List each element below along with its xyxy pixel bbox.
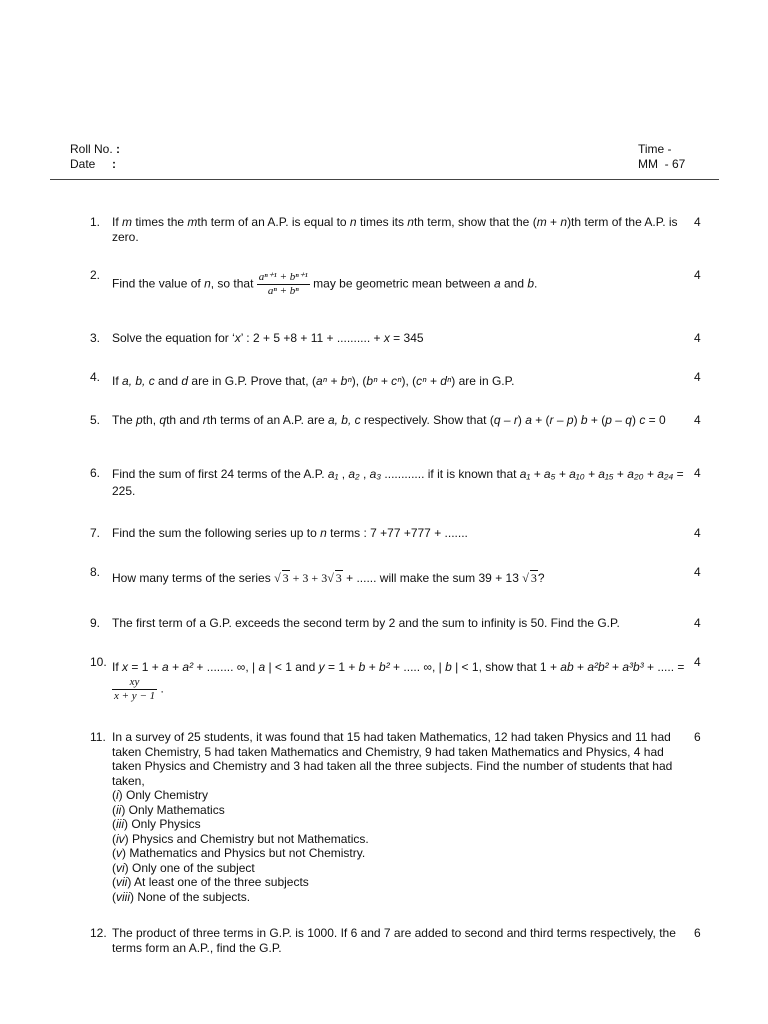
sum-radical: √ 3: [522, 571, 537, 585]
date-field: [70, 157, 120, 172]
question-marks: 4: [694, 616, 701, 630]
question-text: Solve the equation for ‘x’ : 2 + 5 +8 + 11 + .......... + x = 345: [112, 331, 424, 345]
date-label: Date: [70, 156, 96, 171]
geometric-mean-fraction: $\frac{\text{aⁿ⁺¹ + bⁿ⁺¹}}{\text{aⁿ + bⁿ}}$: [258, 271, 308, 297]
header-left: [70, 142, 120, 171]
sub-question: (v) Mathematics and Physics but not Chemistry.: [112, 846, 366, 860]
max-marks-label: MM - 67: [638, 156, 686, 171]
question-marks: 4: [694, 215, 701, 229]
question-number: 6.: [90, 466, 101, 480]
question-marks: 6: [694, 730, 701, 744]
question-number: 8.: [90, 565, 101, 579]
question-text: How many terms of the series √ 3 + 3 + 3√ 3 + ...... will make the sum 39 + 13 √ 3?: [112, 571, 545, 585]
question-marks: 4: [694, 268, 701, 282]
xy-fraction: $\frac{xy}{x + y - 1}$: [114, 676, 156, 702]
question-number: 7.: [90, 526, 101, 540]
question-number: 4.: [90, 370, 101, 384]
question-number: 2.: [90, 268, 101, 282]
roll-number-label: Roll No.: [70, 142, 113, 156]
sub-question: (i) Only Chemistry: [112, 788, 209, 802]
question-marks: 4: [694, 413, 701, 427]
question-text: If m times the mth term of an A.P. is equal to n times its nth term, show that the (m + n)th term of the A.P. is zero.: [112, 215, 678, 244]
question-number: 11.: [90, 730, 106, 744]
series-expression: √ 3 + 3 + 3√ 3: [274, 571, 342, 585]
question-text: [112, 730, 686, 904]
question-number: 1.: [90, 215, 101, 229]
question-marks: 4: [694, 526, 701, 540]
question-text: If a, b, c and d are in G.P. Prove that, (aⁿ + bⁿ), (bⁿ + cⁿ), (cⁿ + dⁿ) are in G.P.: [112, 374, 515, 388]
question-number: 9.: [90, 616, 101, 630]
question-text: If x = 1 + a + a² + ........ ∞, | a | < 1 and y = 1 + b + b² + ..... ∞, | b | < 1, show that 1 + ab + a²b² + a³b³ + ..... = $\frac{xy}{x + y - 1}$ .: [112, 660, 685, 702]
question-marks: 4: [694, 565, 701, 579]
header-right: [638, 142, 685, 171]
sub-question: (ii) Only Mathematics: [112, 802, 225, 817]
question-text: Find the sum the following series up to n terms : 7 +77 +777 + .......: [112, 526, 468, 540]
header-divider: [50, 179, 719, 180]
question-intro: In a survey of 25 students, it was found that 15 had taken Mathematics, 12 had taken Physics and 11 had taken Chemistry, 5 had taken Mathematics and Chemistry, 9 had taken Mathematics and Physics, 4 had taken Physics and Chemistry and 3 had taken all the three subjects. Find the number of students that had taken,: [112, 730, 673, 788]
question-number: 12.: [90, 926, 107, 940]
question-marks: 6: [694, 926, 701, 940]
sub-question-list: [112, 788, 686, 904]
question-text: Find the value of n, so that $\frac{\text{aⁿ⁺¹ + bⁿ⁺¹}}{\text{aⁿ + bⁿ}}$ may be geometric mean between a and b.: [112, 271, 538, 297]
roll-colon: :: [116, 142, 121, 156]
question-number: 3.: [90, 331, 101, 345]
question-text: The pth, qth and rth terms of an A.P. are a, b, c respectively. Show that (q – r) a + (r – p) b + (p – q) c = 0: [112, 413, 666, 427]
question-text: The product of three terms in G.P. is 1000. If 6 and 7 are added to second and third terms respectively, the terms form an A.P., find the G.P.: [112, 926, 676, 955]
question-text: Find the sum of first 24 terms of the A.P. a₁ , a₂ , a₃ ............ if it is known that a₁ + a₅ + a₁₀ + a₁₅ + a₂₀ + a₂₄ = 225.: [112, 467, 684, 498]
question-marks: 4: [694, 466, 701, 480]
sub-question: (iv) Physics and Chemistry but not Mathematics.: [112, 831, 369, 846]
question-marks: 4: [694, 370, 701, 384]
question-number: 10.: [90, 655, 107, 669]
time-label: Time -: [638, 142, 672, 156]
question-number: 5.: [90, 413, 101, 427]
question-marks: 4: [694, 655, 701, 669]
sub-question: (iii) Only Physics: [112, 817, 201, 831]
roll-number-field: [70, 142, 120, 157]
question-marks: 4: [694, 331, 701, 345]
sub-question: (viii) None of the subjects.: [112, 889, 251, 904]
question-text: The first term of a G.P. exceeds the second term by 2 and the sum to infinity is 50. Find the G.P.: [112, 616, 620, 630]
sub-question: (vi) Only one of the subject: [112, 860, 255, 875]
sub-question: (vii) At least one of the three subjects: [112, 875, 309, 889]
date-colon: :: [112, 156, 117, 171]
